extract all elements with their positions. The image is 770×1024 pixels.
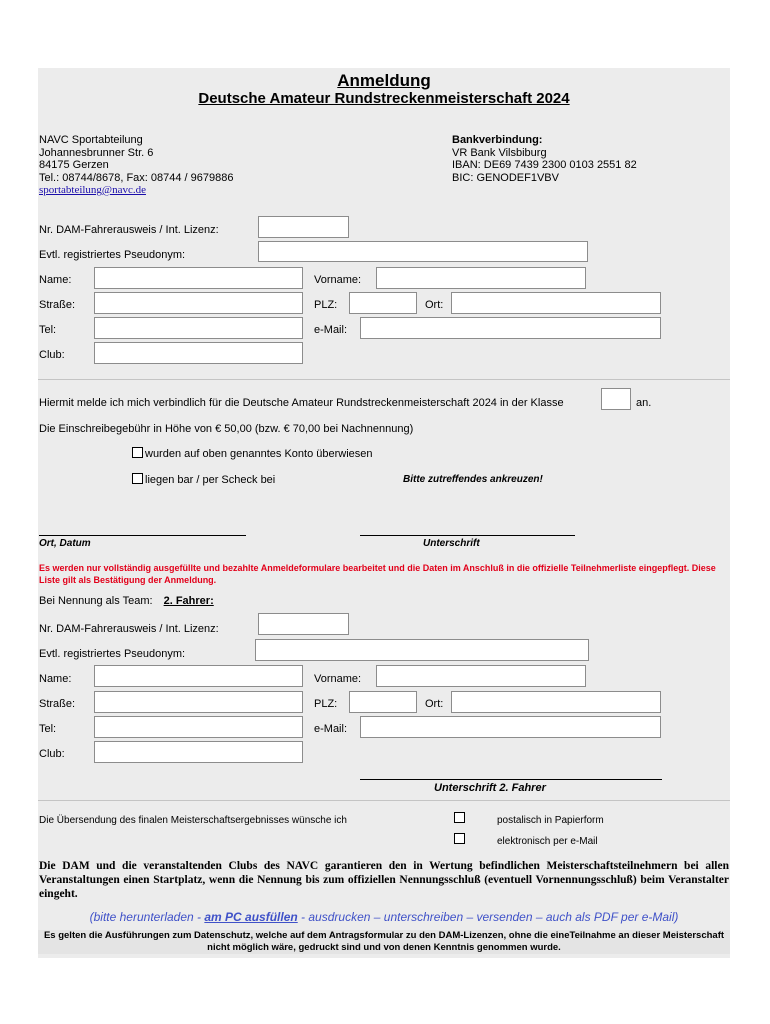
paper-checkbox[interactable] xyxy=(454,812,465,823)
instructions-link[interactable]: am PC ausfüllen xyxy=(204,910,298,924)
email-input[interactable] xyxy=(360,317,661,339)
zip-input[interactable] xyxy=(349,292,417,314)
zip2-label: PLZ: xyxy=(314,698,338,710)
name2-label: Name: xyxy=(39,673,72,685)
instructions xyxy=(38,910,730,924)
phone2-label: Tel: xyxy=(39,723,57,735)
place-date-line xyxy=(39,535,246,536)
signature-line xyxy=(360,535,575,536)
declaration-suffix: an. xyxy=(636,397,652,409)
firstname-input[interactable] xyxy=(376,267,586,289)
instructions-part1: (bitte herunterladen - xyxy=(89,910,205,924)
name-label: Name: xyxy=(39,274,72,286)
team-label xyxy=(39,595,214,607)
signature-label: Unterschrift xyxy=(423,538,480,549)
organizer-street: Johannesbrunner Str. 6 xyxy=(39,146,154,159)
bank-iban: IBAN: DE69 7439 2300 0103 2551 82 xyxy=(452,159,637,171)
pseudonym2-label: Evtl. registriertes Pseudonym: xyxy=(39,648,186,660)
bank-name: VR Bank Vilsbiburg xyxy=(452,146,547,159)
form-sheet xyxy=(38,68,730,958)
city2-input[interactable] xyxy=(451,691,661,713)
email-option-label: elektronisch per e-Mail xyxy=(497,836,598,847)
firstname2-input[interactable] xyxy=(376,665,586,687)
firstname-label: Vorname: xyxy=(314,274,362,286)
notice-text: Es werden nur vollständig ausgefüllte und bezahlte Anmeldeformulare bearbeitet und die Daten im Anschluß in die offizielle Teilnehmerliste eingepflegt. Diese Liste gilt als Bestätigung der Anmeldung. xyxy=(39,563,716,585)
organizer-email-link[interactable]: sportabteilung@navc.de xyxy=(39,184,146,196)
email-label: e-Mail: xyxy=(314,324,348,336)
bank-details xyxy=(452,134,637,184)
club-input[interactable] xyxy=(94,342,303,364)
bank-bic: BIC: GENODEF1VBV xyxy=(452,171,559,184)
license2-label: Nr. DAM-Fahrerausweis / Int. Lizenz: xyxy=(39,623,219,635)
signature2-label: Unterschrift 2. Fahrer xyxy=(434,782,546,794)
pseudonym-input[interactable] xyxy=(258,241,588,262)
city2-label: Ort: xyxy=(425,698,444,710)
team-label-text: Bei Nennung als Team: xyxy=(39,595,153,607)
privacy-text: Es gelten die Ausführungen zum Datenschutz, welche auf dem Antragsformular zu den DAM-Lizenzen, ohne die eineTeilnahme an dieser Meisterschaft nicht möglich wäre, gedruckt sind und von denen Kenntnis genommen wurde. xyxy=(38,930,730,954)
street2-input[interactable] xyxy=(94,691,303,713)
results-label: Die Übersendung des finalen Meisterschaftsergebnisses wünsche ich xyxy=(39,815,347,826)
cash-checkbox[interactable] xyxy=(132,473,143,484)
name2-input[interactable] xyxy=(94,665,303,687)
email2-label: e-Mail: xyxy=(314,723,348,735)
phone-input[interactable] xyxy=(94,317,303,339)
zip2-input[interactable] xyxy=(349,691,417,713)
license2-input[interactable] xyxy=(258,613,349,635)
transfer-label: wurden auf oben genanntes Konto überwiesen xyxy=(145,448,373,460)
license-input[interactable] xyxy=(258,216,349,238)
email2-input[interactable] xyxy=(360,716,661,738)
fee-text: Die Einschreibegebühr in Höhe von € 50,00 (bzw. € 70,00 bei Nachnennung) xyxy=(39,423,414,435)
organizer-contact: Tel.: 08744/8678, Fax: 08744 / 9679886 xyxy=(39,171,234,184)
organizer-city: 84175 Gerzen xyxy=(39,159,109,171)
email-checkbox[interactable] xyxy=(454,833,465,844)
section-divider-2 xyxy=(38,800,730,801)
transfer-checkbox[interactable] xyxy=(132,447,143,458)
paper-label: postalisch in Papierform xyxy=(497,815,604,826)
club2-input[interactable] xyxy=(94,741,303,763)
check-hint: Bitte zutreffendes ankreuzen! xyxy=(403,474,543,485)
declaration-text: Hiermit melde ich mich verbindlich für die Deutsche Amateur Rundstreckenmeisterschaft 2024 in der Klasse xyxy=(39,397,564,409)
organizer-address xyxy=(39,134,234,197)
section-divider xyxy=(38,379,730,380)
street2-label: Straße: xyxy=(39,698,76,710)
driver2-label: 2. Fahrer: xyxy=(163,595,214,607)
phone2-input[interactable] xyxy=(94,716,303,738)
club2-label: Club: xyxy=(39,748,65,760)
city-input[interactable] xyxy=(451,292,661,314)
phone-label: Tel: xyxy=(39,324,57,336)
zip-label: PLZ: xyxy=(314,299,338,311)
street-label: Straße: xyxy=(39,299,76,311)
signature2-line xyxy=(360,779,662,780)
city-label: Ort: xyxy=(425,299,444,311)
pseudonym2-input[interactable] xyxy=(255,639,589,661)
organizer-name: NAVC Sportabteilung xyxy=(39,134,143,146)
guarantee-text: Die DAM und die veranstaltenden Clubs des NAVC garantieren den in Wertung befindlichen Meisterschaftsteilnehmern bei allen Veranstaltungen einen Startplatz, wenn die Nennung bis zum offiziellen Nennungsschluß (eventuell Vornennungsschluß) beim Veranstalter eingeht. xyxy=(39,860,729,900)
class-input[interactable] xyxy=(601,388,631,410)
form-title: Anmeldung xyxy=(337,71,431,90)
cash-label: liegen bar / per Scheck bei xyxy=(145,474,276,486)
bank-heading: Bankverbindung: xyxy=(452,134,543,146)
street-input[interactable] xyxy=(94,292,303,314)
club-label: Club: xyxy=(39,349,65,361)
license-label: Nr. DAM-Fahrerausweis / Int. Lizenz: xyxy=(39,224,219,236)
form-subtitle: Deutsche Amateur Rundstreckenmeisterschaft 2024 xyxy=(198,90,570,107)
instructions-part2: - ausdrucken – unterschreiben – versenden – auch als PDF per e-Mail) xyxy=(297,910,679,924)
place-date-label: Ort, Datum xyxy=(39,538,91,549)
pseudonym-label: Evtl. registriertes Pseudonym: xyxy=(39,249,186,261)
name-input[interactable] xyxy=(94,267,303,289)
firstname2-label: Vorname: xyxy=(314,673,362,685)
